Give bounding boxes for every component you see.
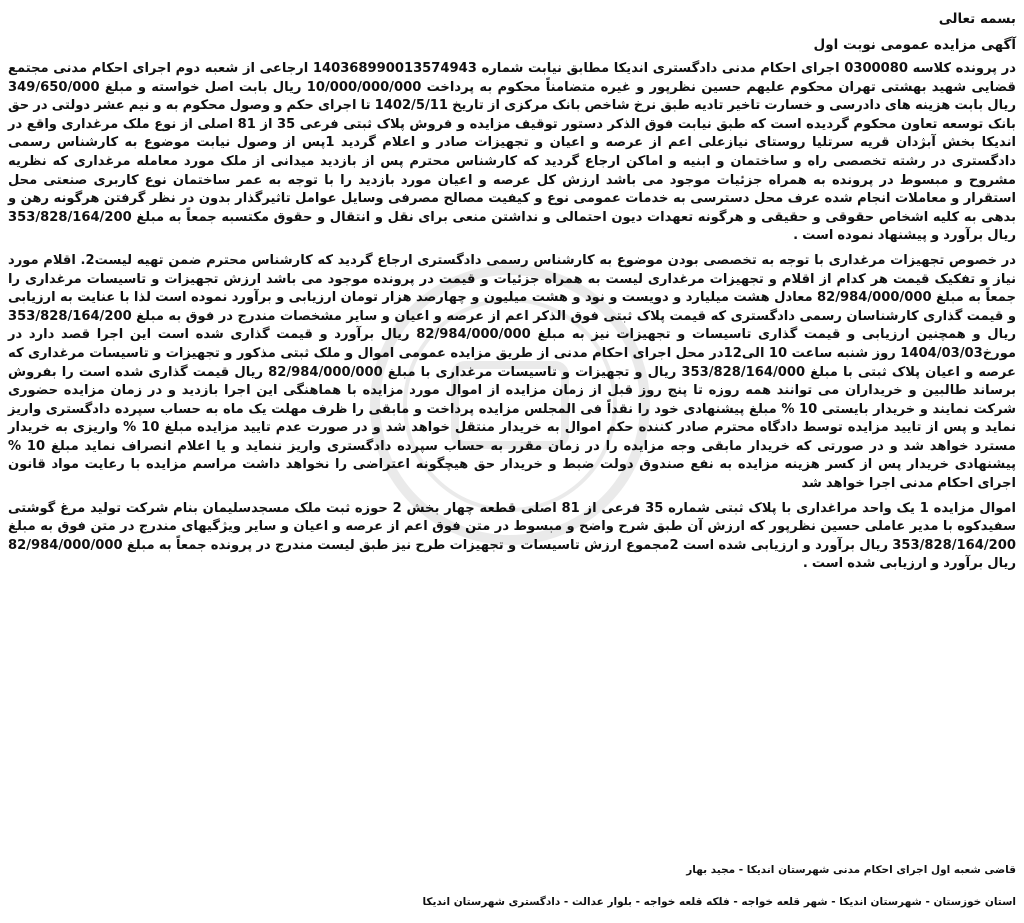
notice-paragraph-1: در پرونده کلاسه 0300080 اجرای احکام مدنی دادگستری اندیکا مطابق نیابت شماره 14036899001357494‌3 ارجاعی از شعبه دوم اجرای احکام مدنی مجتمع قضایی شهید بهشتی تهران محکوم علیهم حسین نظرپور و غیره متضامناً محکوم به پرداخت 10/000/000/000 ریال بابت اصل خواسته و مبلغ 349/650/000 ریال بابت هزینه های دادرسی و خسارت تاخیر تادیه طبق نرخ شاخص بانک مرکزی از تاریخ 1402/5/11 تا اجرای حکم و وصول محکوم به و نیم عشر دولتی در حق بانک توسعه تعاون محکوم گردیده است که طبق نیابت فوق الذکر دستور توقیف مزایده و فروش پلاک ثبتی فرعی 35 از 81 اصلی از نوع ملک مرغداری واقع در اندیکا بخش آبژدان قریه سرتلیا روستای نیازعلی اعم از عرصه و اعیان و تجهیزات صادر و اعلام گردید 1پس از وصول نیابت موضوع به کارشناس رسمی دادگستری در رشته تخصصی راه و ساختمان و ابنیه و اماکن ارجاع گردید که کارشناس محترم پس از بازدید میدانی از ملک مورد معامله مرغداری که نظریه مشروح و مبسوط در پرونده به همراه جزئیات موجود می باشد ارزش کل عرصه و اعیان مورد بازدید را با توجه به عمر ساختمان نوع کاربری صنعتی محل استقرار و معاملات انجام شده عرف محل دسترسی به خدمات عمومی نوع و کیفیت مصالح مصرفی وسایل عوامل تاثیرگذار بدون در نظر گرفتن هرگونه رهن و بدهی به کلیه اشخاص حقوقی و حقیقی و هرگونه تعهدات دیون احتمالی و نداشتن منعی برای نقل و انتقال و حقوق مکتسبه جمعاً به مبلغ 353/828/164/200 ریال برآورد و پیشنهاد نموده است . (8, 61, 1017, 244)
judge-signature: قاضی شعبه اول اجرای احکام مدنی شهرستان اندیکا - مجید بهار (686, 864, 1016, 876)
notice-paragraph-2: در خصوص تجهیزات مرغداری با توجه به تخصصی بودن موضوع به کارشناس رسمی دادگستری ارجاع گردید که کارشناس محترم ضمن تهیه لیست2. اقلام مورد نیاز و تفکیک قیمت هر کدام از اقلام و تجهیزات مرغداری لیست به همراه جزئیات و قیمت در پرونده موجود می باشد ارزش تجهیزات و تاسیسات مرغداری را جمعاً به مبلغ 82/984/000/000 معادل هشت میلیارد و دویست و نود و هشت میلیون و چهارصد هزار تومان ارزیابی و برآورد نموده است لذا با عنایت به ارزیابی و قیمت گذاری کارشناسان رسمی دادگستری که قیمت پلاک ثبتی فوق الذکر اعم از عرصه و اعیان و سایر مشخصات مندرج در فوق به مبلغ 353/828/164/200 ریال و همچنین ارزیابی و قیمت گذاری تاسیسات و تجهیزات نیز به مبلغ 82/984/000/000 ریال برآورد و قیمت گذاری شده است این اجرا قصد دارد در مورخ1404/03/03 روز شنبه ساعت 10 الی12در محل اجرای احکام مدنی از طریق مزایده عمومی اموال و ملک ثبتی مذکور و تجهیزات و تاسیسات مرغداری که عرصه و اعیان پلاک ثبتی با مبلغ 353/828/164/000 ریال و تجهیزات و تاسیسات مرغداری با مبلغ 82/984/000/000 ریال قیمت گذاری شده است را بفروش برساند طالبین و خریداران می توانند همه روزه تا پنج روز قبل از زمان مزایده از اموال مورد مزایده با هماهنگی این اجرا بازدید و در زمان مزایده حضوری شرکت نمایند و خریدار بایستی 10 % مبلغ پیشنهادی خود را نقداً فی المجلس مزایده پرداخت و مابقی را ظرف مهلت یک ماه به حساب سپرده دادگستری واریز نماید و پس از تایید مزایده توسط دادگاه محترم صادر کننده حکم اموال به خریدار منتقل خواهد شد و در صورت عدم تایید مزایده مبلغ 10 % واریزی به خریدار مسترد خواهد شد و در صورتی که خریدار مابقی وجه مزایده را در زمان مقرر به حساب سپرده دادگستری واریز ننماید و یا اعلام انصراف نماید مبلغ 10 % پیشنهادی خریدار پس از کسر هزینه مزایده به نفع صندوق دولت ضبط و خریدار حق هیچگونه اعتراضی را نخواهد داشت مراسم مزایده با رعایت مواد قانون اجرای احکام مدنی اجرا خواهد شد (8, 252, 1017, 492)
notice-paragraph-3: اموال مزایده 1 یک واحد مراغداری با پلاک ثبتی شماره 35 فرعی از 81 اصلی قطعه چهار بخش 2 حوزه ثبت ملک مسجدسلیمان بنام شرکت تولید مرغ گوشتی سفیدکوه با مدیر عاملی حسین نظرپور که ارزش آن طبق شرح واضح و مبسوط در متن فوق اعم از عرصه و اعیان و سایر ویژگیهای مندرج در متن فوق به مبلغ 353/828/164/200 ریال برآورد و ارزیابی شده است 2مجموع ارزش تاسیسات و تجهیزات طرح نیز طبق لیست مندرج در پرونده جمعاً به مبلغ 82/984/000/000 ریال برآورد و ارزیابی شده است . (8, 500, 1017, 572)
invocation-heading: بسمه تعالی (938, 11, 1016, 27)
court-address: استان خوزستان - شهرستان اندیکا - شهر قلعه خواجه - فلکه قلعه خواجه - بلوار عدالت - دادگستری شهرستان اندیکا (422, 896, 1016, 908)
notice-title: آگهی مزایده عمومی نوبت اول (813, 37, 1016, 53)
